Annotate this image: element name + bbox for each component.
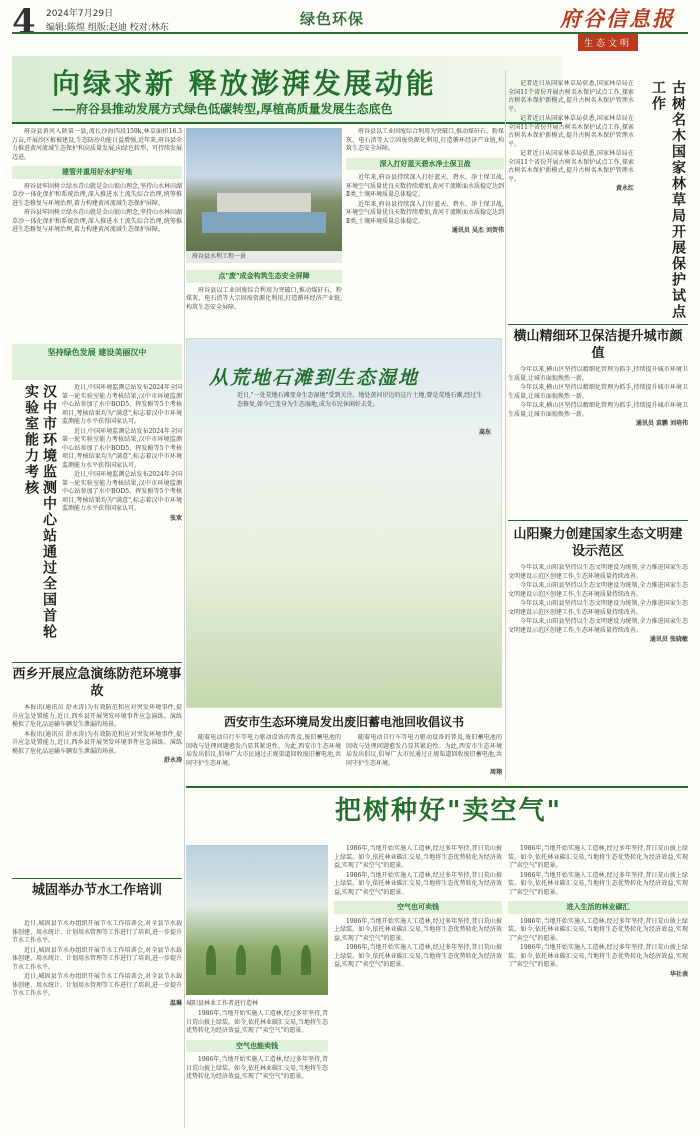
lead-article-col-3 <box>346 128 504 333</box>
bottom-subhead-1: 空气也可卖钱 <box>334 901 502 914</box>
tree-shape <box>206 945 216 975</box>
bottom-photo <box>186 845 328 1007</box>
lead-photo <box>186 128 342 263</box>
divider-3 <box>508 324 688 325</box>
lead-body-1: 府谷县牢固树立绿水青山就是金山银山理念,坚持山水林田湖草沙一体化保护和系统治理,深入推进水土流失综合治理,统筹推进生态修复与环境治理,着力构建黄河流域生态保护屏障。 <box>12 182 182 207</box>
bottom-body-8: 1986年,当地开始实施人工造林,经过多年坚持,昔日荒山披上绿装。如今,依托林业碳汇交易,当地将生态优势转化为经济效益,实现了"卖空气"的愿景。 <box>508 871 688 896</box>
page-number: 4 <box>12 2 36 42</box>
xian-body-col-1 <box>186 734 341 784</box>
hengshan-body: 今年以来,横山区坚持以精细化管理为抓手,持续提升城市环境卫生质量,让城市面貌焕然一新。 <box>508 366 688 382</box>
tree-shape <box>236 945 246 975</box>
xian-title: 西安市生态环境局发出废旧蓄电池回收倡议书 <box>223 715 464 729</box>
feature-title: 从荒地石滩到生态湿地 <box>209 367 420 389</box>
shanyang-body-d: 今年以来,山阳县坚持以生态文明建设为统领,全力推进国家生态文明建设示范区创建工作,生态环境质量持续改善。 <box>508 618 688 634</box>
chenggu-body-c: 近日,城固县节水办组织开展节水工作培训会,对全县节水载体创建、用水统计、计划用水管理等工作进行了培训,进一步提升节水工作水平。 <box>12 973 182 997</box>
section-name: 绿色环保 <box>300 10 365 28</box>
hanzhong-body-c: 近日,中国环境监测总站发布2024年全国第一轮实验室能力考核结果,汉中市环境监测中心站参加了水中BOD5、挥发酚等5个考核项目,考核结果均为"满意",标志着汉中市环境监测能力水平获得国家认可。 <box>62 471 182 512</box>
divider-4 <box>508 520 688 521</box>
lead-subhead-3: 深入打好蓝天碧水净土保卫战 <box>346 158 504 171</box>
right-body-1: 记者近日从国家林草局获悉,国家林草局在全国11个省份开展古树名木保护试点工作,探索古树名木保护新模式,提升古树名木保护管理水平。 <box>508 80 634 113</box>
xian-body-b: 随着电动自行车等电力驱动设备的普及,废旧蓄电池的回收与处理问题愈发凸显其紧迫性。为此,西安市生态环境局发出倡议,倡导广大市民通过正规渠道回收废旧蓄电池,共同守护生态环境。 <box>346 734 502 767</box>
tree-shape <box>301 945 311 975</box>
feature-desc: 近日,"一处荒地石滩变身生态湿地"受到关注。地处黄河岸边的这片土地,曾是荒地石滩,经过生态修复,如今已变身为生态湿地,成为市民休闲好去处。 <box>237 392 483 408</box>
hanzhong-author: 张欢 <box>169 514 182 522</box>
chenggu-body: 近日,城固县节水办组织开展节水工作培训会,对全县节水载体创建、用水统计、计划用水管理等工作进行了培训,进一步提升节水工作水平。 <box>12 920 182 944</box>
hanzhong-body-b: 近日,中国环境监测总站发布2024年全国第一轮实验室能力考核结果,汉中市环境监测中心站参加了水中BOD5、挥发酚等5个考核项目,考核结果均为"满意",标志着汉中市环境监测能力水平获得国家认可。 <box>62 427 182 469</box>
right-author-1: 黄永红 <box>615 185 634 192</box>
shanyang-body: 今年以来,山阳县坚持以生态文明建设为统领,全力推进国家生态文明建设示范区创建工作,生态环境质量持续改善。 <box>508 564 688 580</box>
bottom-body-4: 1986年,当地开始实施人工造林,经过多年坚持,昔日荒山披上绿装。如今,依托林业碳汇交易,当地将生态优势转化为经济效益,实现了"卖空气"的愿景。 <box>334 871 502 896</box>
column-rule-1 <box>184 128 185 1128</box>
xian-body: 随着电动自行车等电力驱动设备的普及,废旧蓄电池的回收与处理问题愈发凸显其紧迫性。为此,西安市生态环境局发出倡议,倡导广大市民通过正规渠道回收废旧蓄电池,共同守护生态环境。 <box>186 734 341 767</box>
hengshan-author: 通讯员 袁鹏 刘培伟 <box>635 420 688 427</box>
lead-body-2: 府谷县以工业固废综合利用为突破口,推动煤矸石、粉煤灰、电石渣等大宗固废资源化利用,打造循环经济产业链,构筑生态安全屏障。 <box>186 286 342 311</box>
xian-author: 周翔 <box>489 769 502 776</box>
lead-body-1b: 府谷县牢固树立绿水青山就是金山银山理念,坚持山水林田湖草沙一体化保护和系统治理,深入推进水土流失综合治理,统筹推进生态修复与环境治理,着力构建黄河流域生态保护屏障。 <box>12 209 182 233</box>
page-header <box>0 0 700 60</box>
lead-body-3b: 近年来,府谷县持续深入打好蓝天、碧水、净土保卫战,环境空气质量优良天数持续增加,黄河干流断面水质稳定达到Ⅱ类,土壤环境质量总体稳定。 <box>346 200 504 225</box>
xixiang-title: 西乡开展应急演练防范环境事故 <box>12 667 182 699</box>
xixiang-body-col <box>12 704 182 874</box>
bottom-col-1 <box>186 1010 328 1130</box>
bottom-body-10: 1986年,当地开始实施人工造林,经过多年坚持,昔日荒山披上绿装。如今,依托林业碳汇交易,当地将生态优势转化为经济效益,实现了"卖空气"的愿景。 <box>508 944 688 968</box>
shanyang-body-col <box>508 564 688 784</box>
bottom-body-5: 1986年,当地开始实施人工造林,经过多年坚持,昔日荒山披上绿装。如今,依托林业碳汇交易,当地将生态优势转化为经济效益,实现了"卖空气"的愿景。 <box>334 917 502 942</box>
right-article-1-body <box>508 80 634 320</box>
feature-photo <box>186 338 502 708</box>
header-rule <box>12 32 688 34</box>
bottom-col-2 <box>334 845 502 1130</box>
river-shape <box>202 212 327 234</box>
divider-1 <box>12 662 182 663</box>
editor-credits: 编辑:陈煌 组版:赵迪 校对:林东 <box>46 23 169 33</box>
divider-2 <box>12 878 182 879</box>
bottom-col-3 <box>508 845 688 1130</box>
tree-shape <box>271 945 281 975</box>
bottom-headline: 把树种好"卖空气" <box>335 796 563 826</box>
xian-body-col-2 <box>346 734 502 784</box>
xixiang-author: 舒永涛 <box>163 757 182 764</box>
lead-article-col-1 <box>12 128 182 333</box>
lead-banner <box>12 56 562 124</box>
masthead-name: 府谷信息报 <box>560 6 675 31</box>
bottom-author: 华社表 <box>669 970 688 978</box>
xixiang-body-b: 本报讯(通讯员 舒永涛)为有效防范和应对突发环境事件,提升应急处置能力,近日,西乡县开展突发环境事件应急演练。演练模拟了危化品运输车辆发生泄漏的场景。 <box>12 730 182 755</box>
bottom-body-3: 1986年,当地开始实施人工造林,经过多年坚持,昔日荒山披上绿装。如今,依托林业碳汇交易,当地将生态优势转化为经济效益,实现了"卖空气"的愿景。 <box>334 845 502 869</box>
shanyang-body-b: 今年以来,山阳县坚持以生态文明建设为统领,全力推进国家生态文明建设示范区创建工作,生态环境质量持续改善。 <box>508 582 688 598</box>
issue-date: 2024年7月29日 <box>46 9 114 19</box>
lead-body-2b: 府谷县以工业固废综合利用为突破口,推动煤矸石、粉煤灰、电石渣等大宗固废资源化利用,打造循环经济产业链,构筑生态安全屏障。 <box>346 128 504 152</box>
lead-subhead-1: 建管并重用好水护好地 <box>12 166 182 179</box>
bottom-rule <box>186 786 688 788</box>
xixiang-body: 本报讯(通讯员 舒永涛)为有效防范和应对突发环境事件,提升应急处置能力,近日,西乡县开展突发环境事件应急演练。演练模拟了危化品运输车辆发生泄漏的场景。 <box>12 704 182 728</box>
hengshan-body-col <box>508 366 688 516</box>
feature-credit: 高东 <box>478 429 491 436</box>
lead-headline: 向绿求新 释放澎湃发展动能 <box>52 67 437 100</box>
masthead-tag: 生态文明 <box>578 34 638 51</box>
hengshan-body-c: 今年以来,横山区坚持以精细化管理为抓手,持续提升城市环境卫生质量,让城市面貌焕然一新。 <box>508 402 688 418</box>
hengshan-title: 横山精细环卫保洁提升城市颜值 <box>513 329 683 361</box>
bottom-subhead-2: 空气也能卖钱 <box>186 1040 328 1053</box>
bottom-body-1: 1986年,当地开始实施人工造林,经过多年坚持,昔日荒山披上绿装。如今,依托林业碳汇交易,当地将生态优势转化为经济效益,实现了"卖空气"的愿景。 <box>186 1010 328 1034</box>
lead-subhead-2: 点"废"成金构筑生态安全屏障 <box>186 270 342 283</box>
column-rule-2 <box>505 70 506 780</box>
hanzhong-body: 近日,中国环境监测总站发布2024年全国第一轮实验室能力考核结果,汉中市环境监测中心站参加了水中BOD5、挥发酚等5个考核项目,考核结果均为"满意",标志着汉中市环境监测能力水平获得国家认可。 <box>62 384 182 425</box>
chenggu-title: 城固举办节水工作培训 <box>31 883 162 898</box>
lead-subheadline: ——府谷县推动发展方式绿色低碳转型,厚植高质量发展生态底色 <box>52 102 393 116</box>
lead-intro: 府谷县黄河入陕第一县,流长沙海四段159k,林草面积16.3万亩,开展沙区植被建设,生态防沙功能日益增强,近年来,府谷县全力推进黄河流域生态保护和高质量发展,向绿色转型、可持续发展迈进。 <box>12 128 182 161</box>
shanyang-author: 通讯员 张晓敏 <box>649 636 688 643</box>
shanyang-body-c: 今年以来,山阳县坚持以生态文明建设为统领,全力推进国家生态文明建设示范区创建工作,生态环境质量持续改善。 <box>508 600 688 616</box>
bottom-body-7: 1986年,当地开始实施人工造林,经过多年坚持,昔日荒山披上绿装。如今,依托林业碳汇交易,当地将生态优势转化为经济效益,实现了"卖空气"的愿景。 <box>508 845 688 869</box>
lead-photo-caption: 府谷县水利工程一景 <box>186 251 342 263</box>
chenggu-author: 温琳 <box>169 999 182 1007</box>
bottom-body-9: 1986年,当地开始实施人工造林,经过多年坚持,昔日荒山披上绿装。如今,依托林业碳汇交易,当地将生态优势转化为经济效益,实现了"卖空气"的愿景。 <box>508 917 688 942</box>
lead-authors: 通讯员 吴杰 刘贺伟 <box>451 227 504 234</box>
bottom-subhead-3: 进入生活的林业碳汇 <box>508 901 688 914</box>
bottom-body-6: 1986年,当地开始实施人工造林,经过多年坚持,昔日荒山披上绿装。如今,依托林业碳汇交易,当地将生态优势转化为经济效益,实现了"卖空气"的愿景。 <box>334 944 502 968</box>
ancient-tree-title: 古树名木国家林草局开展保护试点工作 <box>650 80 686 320</box>
right-body-1b: 记者近日从国家林草局获悉,国家林草局在全国11个省份开展古树名木保护试点工作,探索古树名木保护新模式,提升古树名木保护管理水平。 <box>508 115 634 148</box>
chenggu-body-b: 近日,城固县节水办组织开展节水工作培训会,对全县节水载体创建、用水统计、计划用水管理等工作进行了培训,进一步提升节水工作水平。 <box>12 946 182 971</box>
shanyang-title: 山阳聚力创建国家生态文明建设示范区 <box>513 527 683 559</box>
lead-article-col-2 <box>186 266 342 334</box>
left-tag-box: 坚持绿色发展 建设美丽汉中 <box>12 344 182 380</box>
lead-body-3: 近年来,府谷县持续深入打好蓝天、碧水、净土保卫战,环境空气质量优良天数持续增加,黄河干流断面水质稳定达到Ⅱ类,土壤环境质量总体稳定。 <box>346 174 504 198</box>
hengshan-body-b: 今年以来,横山区坚持以精细化管理为抓手,持续提升城市环境卫生质量,让城市面貌焕然一新。 <box>508 384 688 400</box>
bottom-body-2: 1986年,当地开始实施人工造林,经过多年坚持,昔日荒山披上绿装。如今,依托林业碳汇交易,当地将生态优势转化为经济效益,实现了"卖空气"的愿景。 <box>186 1056 328 1080</box>
hanzhong-title: 汉中市环境监测中心站通过全国首轮实验室能力考核 <box>23 384 57 640</box>
chenggu-body-col <box>12 920 182 1130</box>
hanzhong-body-col <box>62 384 182 656</box>
right-body-1c: 记者近日从国家林草局获悉,国家林草局在全国11个省份开展古树名木保护试点工作,探索古树名木保护新模式,提升古树名木保护管理水平。 <box>508 150 634 183</box>
bottom-photo-caption: 城阳县林业工作者进行造林 <box>186 1000 259 1007</box>
